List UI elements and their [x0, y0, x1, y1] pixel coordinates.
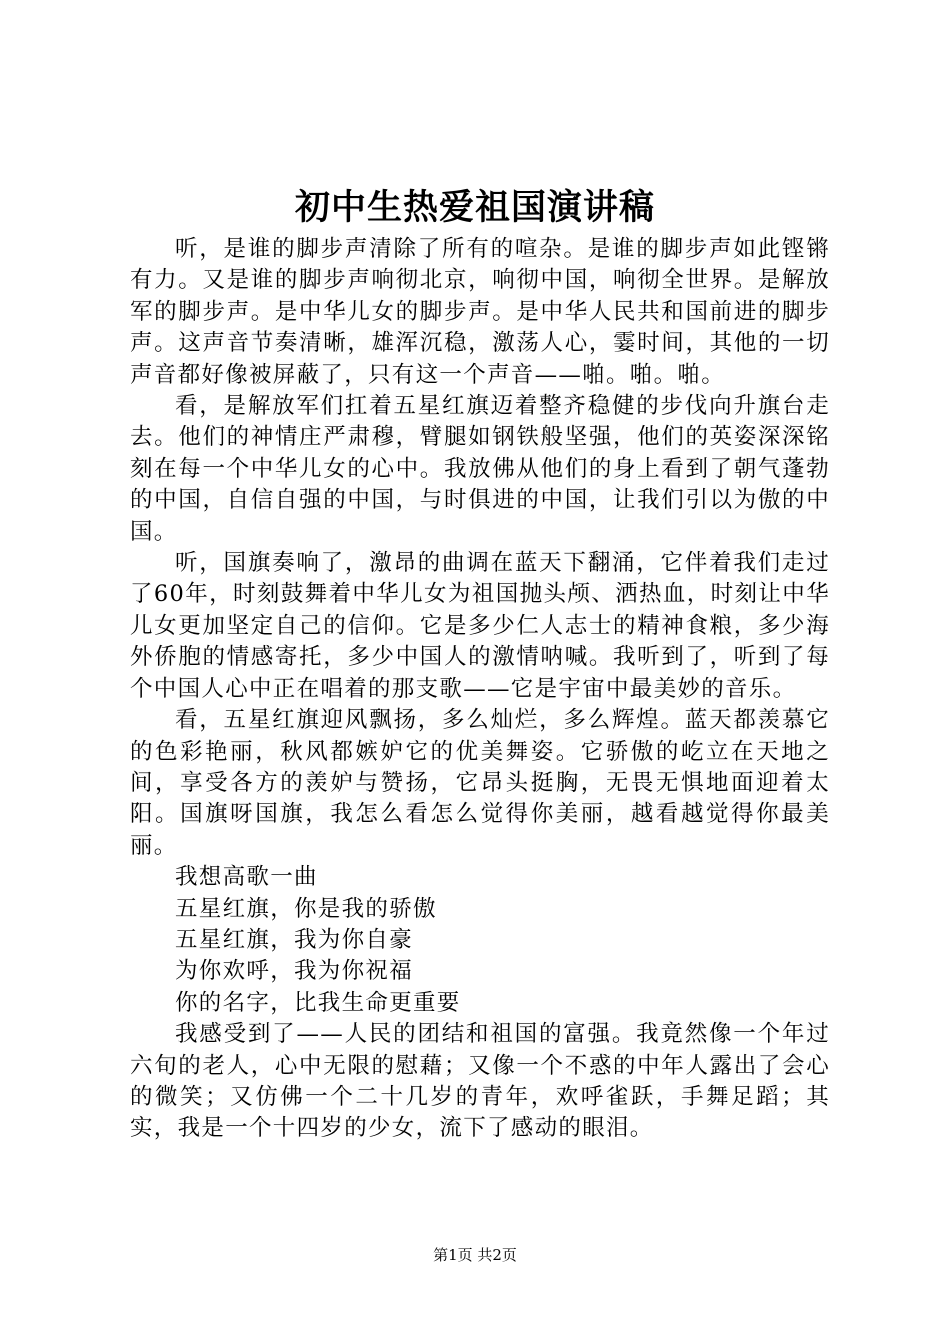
- document-title: 初中生热爱祖国演讲稿: [294, 187, 655, 228]
- poem-line: 五星红旗，你是我的骄傲: [175, 895, 437, 922]
- page-footer: 第1页 共2页: [433, 1246, 517, 1264]
- paragraph: 听，是谁的脚步声清除了所有的喧杂。是谁的脚步声如此铿锵有力。又是谁的脚步声响彻北京，响彻中国，响彻全世界。是解放军的脚步声。是中华儿女的脚步声。是中华人民共和国前进的脚步声。这声音节奏清晰，雄浑沉稳，激荡人心，霎时间，其他的一切声音都好像被屏蔽了，只有这一个声音——啪。啪。啪。: [130, 236, 830, 388]
- poem-line: 你的名字，比我生命更重要: [175, 989, 461, 1016]
- closing-paragraph: 我感受到了——人民的团结和祖国的富强。我竟然像一个年过六旬的老人，心中无限的慰藉；又像一个不惑的中年人露出了会心的微笑；又仿佛一个二十几岁的青年，欢呼雀跃，手舞足蹈；其实，我是一个十四岁的少女，流下了感动的眼泪。: [130, 1021, 830, 1142]
- poem-line: 五星红旗，我为你自豪: [175, 926, 414, 953]
- document-body: [130, 234, 830, 1145]
- poem-line: 为你欢呼，我为你祝福: [175, 958, 414, 985]
- paragraph: 看，五星红旗迎风飘扬，多么灿烂，多么辉煌。蓝天都羡慕它的色彩艳丽，秋风都嫉妒它的优美舞姿。它骄傲的屹立在天地之间，享受各方的羡妒与赞扬，它昂头挺胸，无畏无惧地面迎着太阳。国旗呀国旗，我怎么看怎么觉得你美丽，越看越觉得你最美丽。: [130, 707, 830, 859]
- poem-line: 我想高歌一曲: [175, 864, 318, 891]
- paragraph: 听，国旗奏响了，激昂的曲调在蓝天下翻涌，它伴着我们走过了60年，时刻鼓舞着中华儿女为祖国抛头颅、洒热血，时刻让中华儿女更加坚定自己的信仰。它是多少仁人志士的精神食粮，多少海外侨胞的情感寄托，多少中国人的激情呐喊。我听到了，听到了每个中国人心中正在唱着的那支歌——它是宇宙中最美妙的音乐。: [130, 550, 830, 702]
- paragraph: 看，是解放军们扛着五星红旗迈着整齐稳健的步伐向升旗台走去。他们的神情庄严肃穆，臂腿如钢铁般坚强，他们的英姿深深铭刻在每一个中华儿女的心中。我放佛从他们的身上看到了朝气蓬勃的中国，自信自强的中国，与时俱进的中国，让我们引以为傲的中国。: [130, 393, 830, 545]
